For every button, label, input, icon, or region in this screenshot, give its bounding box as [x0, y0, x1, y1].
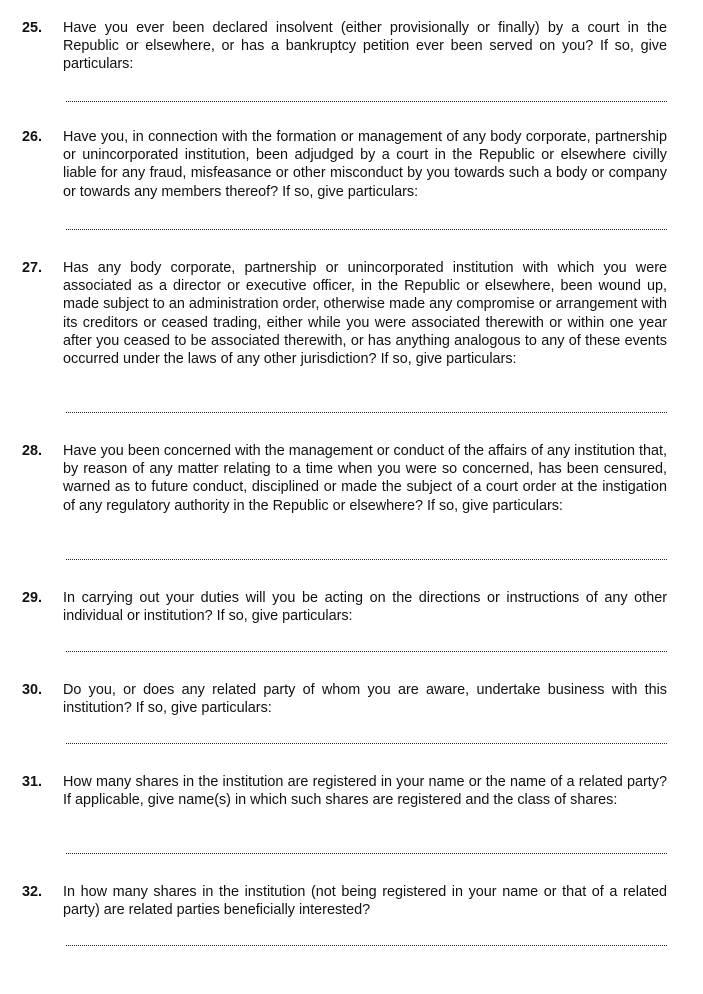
- question-text: In carrying out your duties will you be acting on the directions or instructions of any other individual or institution? If so, give particulars:: [63, 590, 667, 625]
- question-text: Has any body corporate, partnership or unincorporated institution with which you were associated as a director or executive officer, in the Republic or elsewhere, been wound up, made subject to an administration order, otherwise made any compromise or arrangement with its creditors or ceased trading, either while you were associated therewith or within one year after you ceased to be associated therewith, or has anything analogous to any of these events occurred under the laws of any other jurisdiction? If so, give particulars:: [63, 260, 667, 368]
- question-text: Have you ever been declared insolvent (either provisionally or finally) by a court in the Republic or elsewhere, or has a bankruptcy petition ever been served on you? If so, give particulars:: [63, 20, 667, 73]
- answer-line-26[interactable]: [66, 229, 667, 230]
- answer-line-25[interactable]: [66, 101, 667, 102]
- answer-line-31[interactable]: [66, 853, 667, 854]
- question-text: Have you been concerned with the management or conduct of the affairs of any institution that, by reason of any matter relating to a time when you were so concerned, has been censured, warned as to future conduct, disciplined or made the subject of a court order at the instigation of any regulatory authority in the Republic or elsewhere? If so, give particulars:: [63, 443, 667, 514]
- question-text: Have you, in connection with the formation or management of any body corporate, partnership or unincorporated institution, been adjudged by a court in the Republic or elsewhere civilly liable for any fraud, misfeasance or other misconduct by you towards such a body or company or towards any members thereof? If so, give particulars:: [63, 129, 667, 200]
- question-number: 26.: [22, 129, 43, 145]
- answer-line-28[interactable]: [66, 559, 667, 560]
- answer-line-32[interactable]: [66, 945, 667, 946]
- answer-line-27[interactable]: [66, 412, 667, 413]
- answer-line-29[interactable]: [66, 651, 667, 652]
- question-number: 32.: [22, 884, 43, 900]
- question-number: 31.: [22, 774, 43, 790]
- question-number: 29.: [22, 590, 43, 606]
- question-number: 27.: [22, 260, 43, 276]
- question-text: In how many shares in the institution (not being registered in your name or that of a related party) are related parties beneficially interested?: [63, 884, 667, 919]
- question-number: 30.: [22, 682, 43, 698]
- question-text: How many shares in the institution are registered in your name or the name of a related party? If applicable, give name(s) in which such shares are registered and the class of shares:: [63, 774, 667, 809]
- question-text: Do you, or does any related party of whom you are aware, undertake business with this institution? If so, give particulars:: [63, 682, 667, 717]
- question-number: 28.: [22, 443, 43, 459]
- question-number: 25.: [22, 20, 43, 36]
- answer-line-30[interactable]: [66, 743, 667, 744]
